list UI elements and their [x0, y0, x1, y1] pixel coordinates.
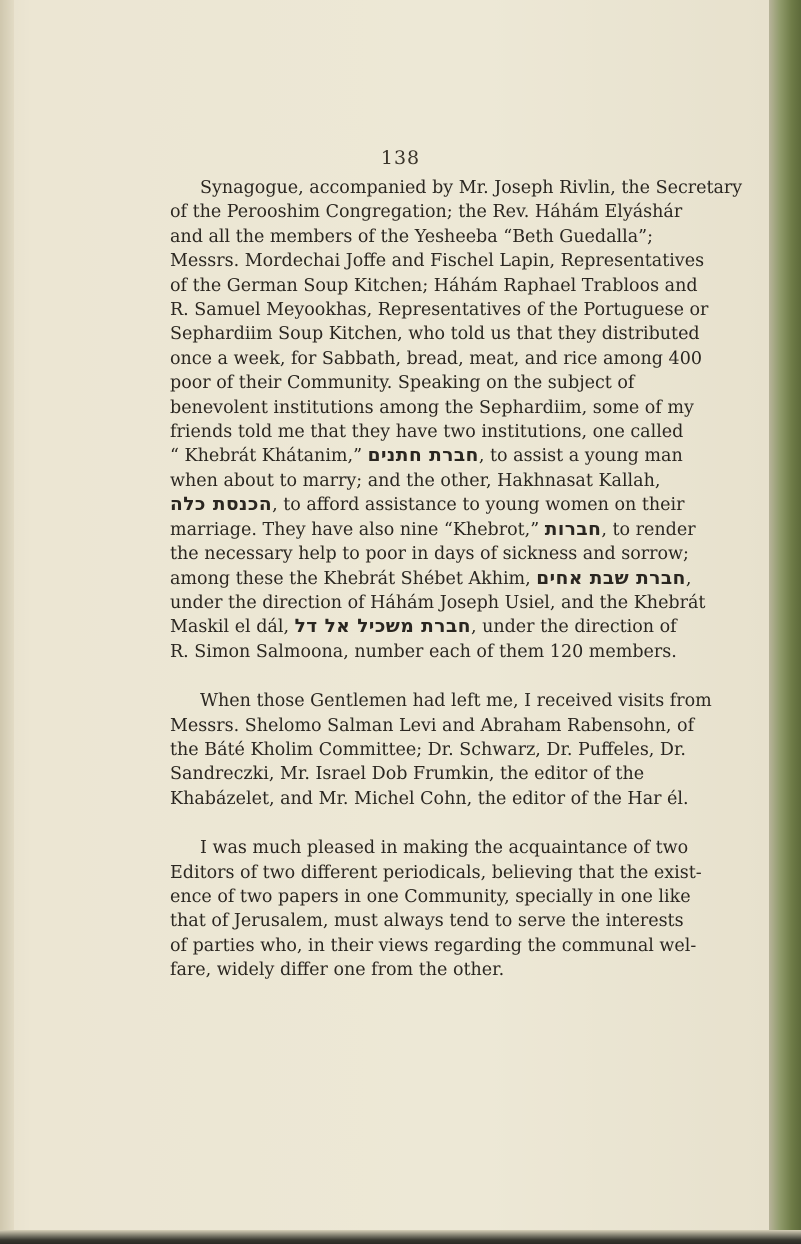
- text-segment: Khabázelet, and Mr. Michel Cohn, the editor of the Har él.: [170, 788, 689, 809]
- text-segment: R. Samuel Meyookhas, Representatives of the Portuguese or: [170, 300, 709, 321]
- text-segment: friends told me that they have two institutions, one called: [170, 422, 684, 443]
- text-segment: once a week, for Sabbath, bread, meat, and rice among 400: [170, 348, 702, 369]
- text-line: [170, 738, 784, 762]
- text-line: [170, 615, 784, 639]
- text-segment: , to render: [601, 519, 696, 540]
- text-line: [170, 298, 784, 322]
- hebrew-term: חברות: [544, 518, 602, 540]
- paragraph: [170, 176, 784, 664]
- text-line: [170, 787, 784, 811]
- text-line: [170, 396, 784, 420]
- text-segment: of the Perooshim Congregation; the Rev. Háhám Elyáshár: [170, 202, 683, 223]
- text-segment: that of Jerusalem, must always tend to serve the interests: [170, 911, 684, 932]
- text-segment: fare, widely differ one from the other.: [170, 960, 505, 981]
- text-line: [170, 200, 784, 224]
- text-line: [170, 469, 784, 493]
- text-line: [170, 444, 784, 468]
- text-line: [170, 958, 784, 982]
- hebrew-term: הכנסת כלה: [170, 494, 273, 516]
- text-line: [170, 762, 784, 786]
- text-segment: of parties who, in their views regarding the communal wel-: [170, 935, 697, 956]
- text-segment: and all the members of the Yesheeba “Beth Guedalla”;: [170, 226, 653, 247]
- text-line: [170, 225, 784, 249]
- text-segment: the Báté Kholim Committee; Dr. Schwarz, Dr. Puffeles, Dr.: [170, 739, 686, 760]
- text-segment: “ Khebrát Khátanim,”: [170, 446, 368, 467]
- text-segment: R. Simon Salmoona, number each of them 120 members.: [170, 641, 677, 662]
- hebrew-term: חברת חתנים: [367, 445, 479, 467]
- text-segment: Sandreczki, Mr. Israel Dob Frumkin, the editor of the: [170, 764, 645, 785]
- text-segment: of the German Soup Kitchen; Háhám Raphael Trabloos and: [170, 275, 698, 296]
- text-line: [170, 371, 784, 395]
- text-line: [170, 176, 784, 200]
- text-segment: benevolent institutions among the Sephardiim, some of my: [170, 397, 694, 418]
- page-number: 138: [380, 147, 421, 169]
- text-line: [170, 934, 784, 958]
- text-line: [170, 640, 784, 664]
- text-segment: poor of their Community. Speaking on the subject of: [170, 373, 635, 394]
- text-segment: Messrs. Mordechai Joffe and Fischel Lapin, Representatives: [170, 251, 705, 272]
- text-line: [170, 274, 784, 298]
- text-segment: , under the direction of: [470, 617, 677, 638]
- text-segment: ence of two papers in one Community, specially in one like: [170, 886, 691, 907]
- text-segment: Editors of two different periodicals, believing that the exist-: [170, 862, 702, 883]
- text-line: [170, 249, 784, 273]
- text-line: [170, 714, 784, 738]
- text-segment: , to assist a young man: [478, 446, 683, 467]
- text-segment: ,: [685, 568, 692, 589]
- text-line: [170, 909, 784, 933]
- text-line: [170, 861, 784, 885]
- body-text: [170, 176, 784, 983]
- page-bottom-edge: [0, 1230, 801, 1244]
- text-segment: marriage. They have also nine “Khebrot,”: [170, 519, 545, 540]
- text-segment: the necessary help to poor in days of sickness and sorrow;: [170, 544, 689, 565]
- hebrew-term: חברת משכיל אל דל: [294, 616, 471, 638]
- text-line: [170, 689, 784, 713]
- text-line: [170, 518, 784, 542]
- text-segment: Sephardiim Soup Kitchen, who told us that they distributed: [170, 324, 700, 345]
- text-line: [170, 567, 784, 591]
- text-segment: I was much pleased in making the acquaintance of two: [200, 838, 689, 859]
- paragraph: [170, 689, 784, 811]
- text-segment: among these the Khebrát Shébet Akhim,: [170, 568, 537, 589]
- page-left-edge: [0, 0, 14, 1244]
- text-segment: when about to marry; and the other, Hakhnasat Kallah,: [170, 470, 661, 491]
- text-line: [170, 885, 784, 909]
- text-line: [170, 347, 784, 371]
- text-line: [170, 591, 784, 615]
- hebrew-term: חברת שבת אחים: [536, 567, 686, 589]
- text-segment: Messrs. Shelomo Salman Levi and Abraham Rabensohn, of: [170, 715, 695, 736]
- text-line: [170, 542, 784, 566]
- text-segment: Maskil el dál,: [170, 617, 295, 638]
- text-segment: , to afford assistance to young women on their: [272, 495, 685, 516]
- text-line: [170, 493, 784, 517]
- paragraph: [170, 836, 784, 982]
- text-segment: under the direction of Háhám Joseph Usiel, and the Khebrát: [170, 592, 706, 613]
- text-line: [170, 420, 784, 444]
- text-segment: Synagogue, accompanied by Mr. Joseph Rivlin, the Secretary: [200, 178, 743, 198]
- text-segment: When those Gentlemen had left me, I received visits from: [200, 691, 712, 712]
- text-line: [170, 836, 784, 860]
- text-line: [170, 322, 784, 346]
